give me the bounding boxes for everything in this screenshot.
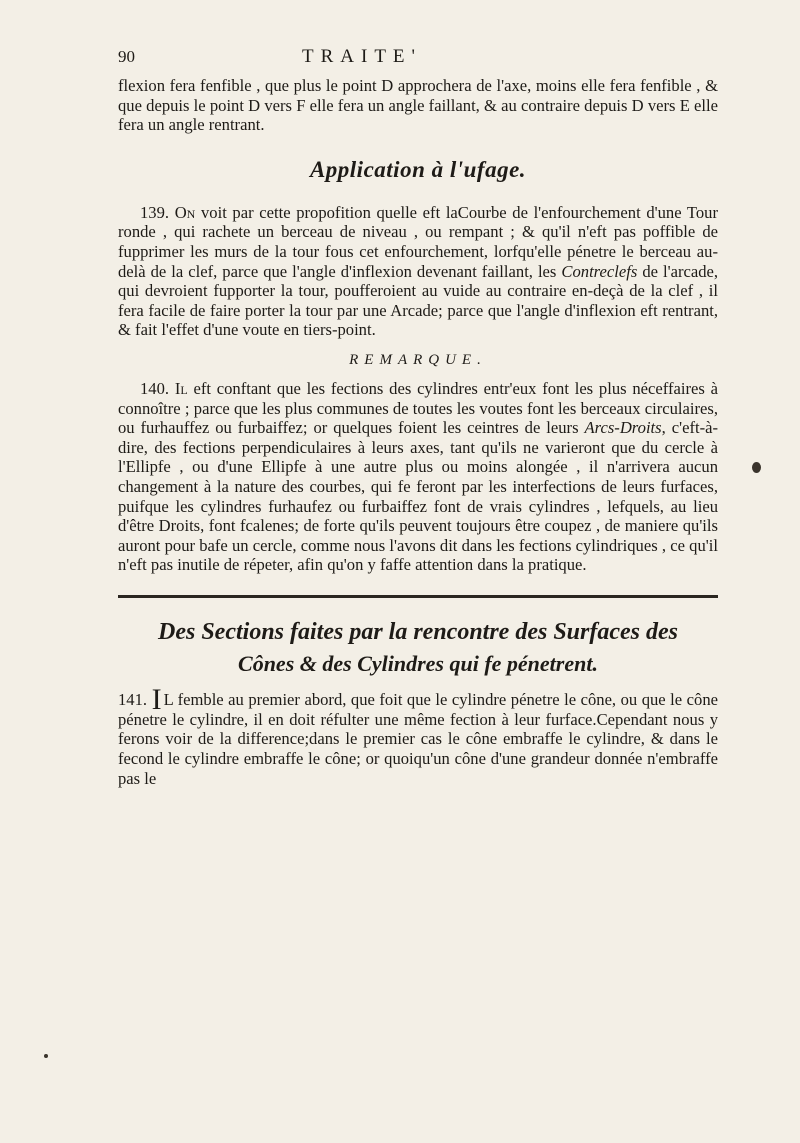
paragraph-text: eft conftant que les fections des cylindres entr'eux font les plus néceffaires à connoître ; parce que les plus communes de toutes les voutes font les berceaux circulaires, ou furhauffez ou furbaiffez; or quelques foient les ceintres de leurs [118,378,718,438]
page-number: 90 [118,47,135,66]
section-divider [118,595,718,598]
lead-word: On [174,202,196,222]
paragraph-text: , c'eft-à-dire, des fections perpendiculaires à leurs axes, tant qu'ils ne varieront que du cercle à l'Ellipfe , ou d'une Ellipfe à une autre plus ou moins alongée , il n'arrivera aucun changement à la nature des courbes, qui fe feront par les interfections de leurs furfaces, puifque les cylindres furhaufez ou furbaiffez font de vrais cylindres , lefquels, au lieu d'être Droits, font fcalenes; de forte qu'ils peuvent toujours être coupez , de maniere qu'ils auront pour bafe un cercle, comme nous l'avons dit dans les fections cylindriques , ce qu'il n'eft pas inutile de répeter, afin qu'on y faffe attention dans la pratique. [118,418,719,575]
paragraph-text: voit par cette propofition quelle eft laCourbe de l'enfourchement d'une Tour ronde , qui rachete un berceau de niveau , ou rempant ; & qu'il n'eft pas poffible de fupprimer les murs de la tour fous cet enfourchement, lorfqu'elle pénetre le berceau au-delà de la clef, parce que l'angle d'inflexion devenant faillant, les [118,202,718,281]
italic-term: Contreclefs [561,261,638,281]
paragraph-140 [118,379,718,575]
ink-speck [44,1054,48,1058]
italic-term: Arcs-Droits [584,418,662,438]
intro-paragraph: flexion fera fenfible , que plus le point D approchera de l'axe, moins elle fera fenfible , & que depuis le point D vers F elle fera un angle faillant, & au contraire depuis D vers E elle fera un angle rentrant. [118,76,718,135]
drop-cap: I [151,682,162,716]
paragraph-141 [118,682,718,788]
chapter-heading-line1: Des Sections faites par la rencontre des Surfaces des [158,618,678,645]
paragraph-number: 140. [140,378,170,398]
book-page [118,46,718,788]
lead-word: Il [174,378,188,398]
page-header [118,46,718,76]
paragraph-number: 139. [140,202,170,222]
application-heading: Application à l'ufage. [309,156,527,182]
ink-blot [752,462,761,473]
paragraph-number: 141. [118,689,148,709]
chapter-heading [118,616,718,680]
remarque-heading: REMARQUE. [349,351,487,368]
paragraph-text: L femble au premier abord, que foit que le cylindre pénetre le cône, ou que le cône pénetre le cylindre, il en doit réfulter une même fection à leur furface.Cependant nous y ferons voir de la difference;dans le premier cas le cône embraffe le cylindre, & dans le fecond le cylindre embraffe le cône; or quoiqu'un cône d'une grandeur donnée n'embraffe pas le [118,689,718,788]
chapter-heading-line2: Cônes & des Cylindres qui fe pénetrent. [238,650,598,676]
paragraph-139 [118,203,718,340]
paragraph-text: de l'arcade, qui devroient fupporter la tour, poufferoient au vuide au contraire en-deçà de la clef , il fera facile de faire porter la tour par une Arcade; parce que l'angle d'inflexion eft rentrant, & fait l'effet d'une voute en tiers-point. [118,261,719,340]
running-title: TRAITE' [302,46,422,67]
